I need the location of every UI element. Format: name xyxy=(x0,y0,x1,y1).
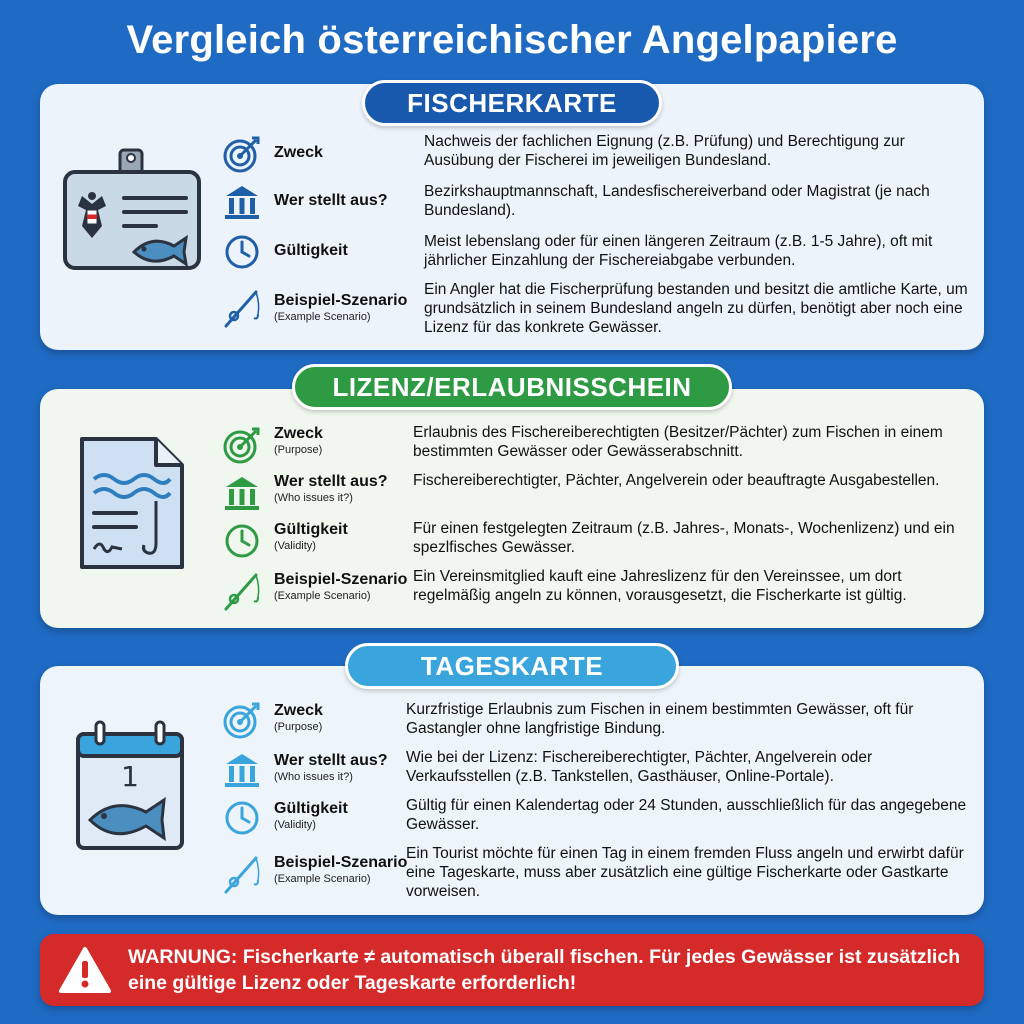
clock-icon xyxy=(222,521,262,561)
row-text-gueltigkeit: Gültig für einen Kalendertag oder 24 Stunden, ausschließlich für das angegebene Gewässer. xyxy=(406,797,967,833)
row-text-beispiel-szenario: Ein Vereinsmitglied kauft eine Jahreslizenz für den Vereinssee, um dort regelmäßig angeln zu können, vorausgesetzt, die Fischerkarte ist gültig. xyxy=(413,568,907,604)
calendar-day: 1 xyxy=(121,760,139,793)
row-label-beispiel-szenario: Beispiel-Szenario (Example Scenario) xyxy=(274,571,408,602)
row-label-beispiel-szenario: Beispiel-Szenario (Example Scenario) xyxy=(274,854,408,885)
fishing-rod-icon xyxy=(222,288,262,328)
target-icon xyxy=(222,134,262,174)
row-text-beispiel-szenario: Ein Angler hat die Fischerprüfung bestanden und besitzt die amtliche Karte, um grundsätzlich in seinem Bundesland angeln zu dürfen, benötigt aber noch eine Lizenz für das konkrete Gewässer. xyxy=(424,281,968,336)
document-icon xyxy=(78,435,186,571)
row-text-zweck: Nachweis der fachlichen Eignung (z.B. Prüfung) und Berechtigung zur Ausübung der Fischerei im jeweiligen Bundesland. xyxy=(424,133,905,169)
row-text-zweck: Kurzfristige Erlaubnis zum Fischen in einem bestimmten Gewässer, oft für Gastangler ohne langfristige Bindung. xyxy=(406,701,914,737)
lizenz-card xyxy=(40,389,984,628)
row-text-gueltigkeit: Für einen festgelegten Zeitraum (z.B. Jahres-, Monats-, Wochenlizenz) und ein spezlfisches Gewässer. xyxy=(413,520,955,556)
row-label-zweck: Zweck (Purpose) xyxy=(274,702,323,733)
row-label-beispiel-szenario: Beispiel-Szenario (Example Scenario) xyxy=(274,292,408,323)
bank-icon xyxy=(222,750,262,790)
fishing-rod-icon xyxy=(222,854,262,894)
row-label-wer-stellt-aus: Wer stellt aus? (Who issues it?) xyxy=(274,473,388,504)
id-card-icon xyxy=(62,146,202,272)
row-label-wer-stellt-aus: Wer stellt aus? (Who issues it?) xyxy=(274,752,388,783)
row-text-zweck: Erlaubnis des Fischereiberechtigten (Besitzer/Pächter) zum Fischen in einem bestimmten Gewässer oder Gewässerabschnitt. xyxy=(413,424,943,460)
warning-icon xyxy=(58,946,112,994)
row-label-zweck: Zweck (Purpose) xyxy=(274,425,323,456)
target-icon xyxy=(222,700,262,740)
row-label-gueltigkeit: Gültigkeit (Validity) xyxy=(274,521,348,552)
row-text-wer-stellt-aus: Wie bei der Lizenz: Fischereiberechtigter, Pächter, Angelverein oder Verkaufsstellen (z.B. Tankstellen, Gasthäuser, Online-Portale). xyxy=(406,749,873,785)
bank-icon xyxy=(222,473,262,513)
warning-banner xyxy=(40,934,984,1006)
heading-fischerkarte: FISCHERKARTE xyxy=(362,80,662,126)
fishing-rod-icon xyxy=(222,571,262,611)
heading-lizenz: LIZENZ/ERLAUBNISSCHEIN xyxy=(292,364,732,410)
bank-icon xyxy=(222,182,262,222)
row-label-wer-stellt-aus: Wer stellt aus? xyxy=(274,192,388,209)
tageskarte-card xyxy=(40,666,984,915)
clock-icon xyxy=(222,232,262,272)
target-icon xyxy=(222,425,262,465)
row-text-gueltigkeit: Meist lebenslang oder für einen längeren Zeitraum (z.B. 1-5 Jahre), oft mit jährlicher Einzahlung der Fischereiabgabe verbunden. xyxy=(424,233,933,269)
row-label-gueltigkeit: Gültigkeit (Validity) xyxy=(274,800,348,831)
warning-text: WARNUNG: Fischerkarte ≠ automatisch überall fischen. Für jedes Gewässer ist zusätzlich eine gültige Lizenz oder Tageskarte erforderlich! xyxy=(128,946,961,994)
clock-icon xyxy=(222,798,262,838)
row-text-wer-stellt-aus: Fischereiberechtigter, Pächter, Angelverein oder beauftragte Ausgabestellen. xyxy=(413,472,940,489)
row-label-gueltigkeit: Gültigkeit xyxy=(274,242,348,259)
heading-tageskarte: TAGESKARTE xyxy=(345,643,679,689)
page-title: Vergleich österreichischer Angelpapiere xyxy=(126,18,898,62)
row-text-wer-stellt-aus: Bezirkshauptmannschaft, Landesfischereiverband oder Magistrat (je nach Bundesland). xyxy=(424,183,930,219)
row-text-beispiel-szenario: Ein Tourist möchte für einen Tag in einem fremden Fluss angeln und erwirbt dafür eine Tageskarte, muss aber zusätzlich eine gültige Fischerkarte oder Gastkarte vorweisen. xyxy=(406,845,964,900)
row-label-zweck: Zweck xyxy=(274,144,323,161)
